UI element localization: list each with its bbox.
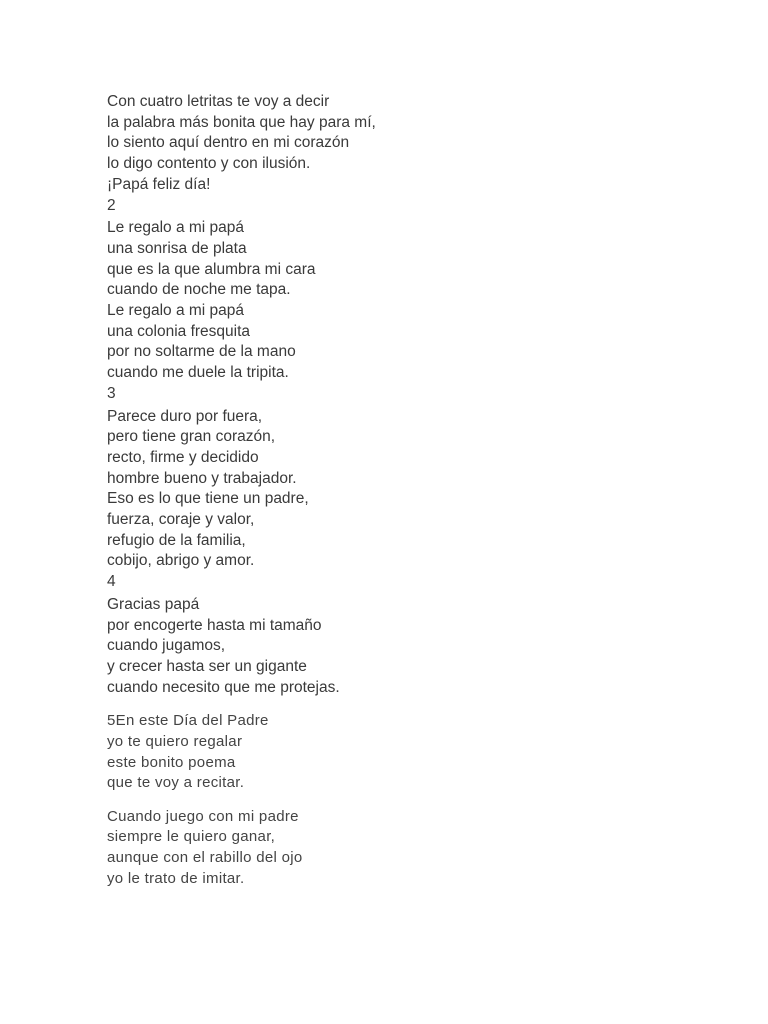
poem-line: y crecer hasta ser un gigante: [107, 657, 307, 675]
poem-line: Con cuatro letritas te voy a decir: [107, 93, 330, 110]
poem-number: 3: [107, 384, 116, 402]
poem-line: una colonia fresquita: [107, 322, 251, 340]
poem-line: fuerza, coraje y valor,: [107, 511, 255, 529]
poem-1: [107, 92, 727, 196]
poem-3: [107, 384, 727, 572]
poem-line: lo siento aquí dentro en mi corazón: [107, 134, 350, 152]
poem-line: Le regalo a mi papá: [107, 219, 245, 237]
poem-line: Le regalo a mi papá: [107, 302, 245, 320]
document-page: [107, 92, 727, 889]
poem-line: yo le trato de imitar.: [107, 869, 245, 887]
poem-number: 2: [107, 196, 116, 214]
poem-line: cuando jugamos,: [107, 637, 226, 655]
poem-line: cuando necesito que me protejas.: [107, 678, 340, 696]
poem-line: que te voy a recitar.: [107, 774, 245, 792]
poem-number: 4: [107, 573, 116, 591]
poem-line: lo digo contento y con ilusión.: [107, 155, 311, 173]
poem-5: [107, 711, 727, 793]
poem-line: por no soltarme de la mano: [107, 343, 296, 361]
poem-line: cuando de noche me tapa.: [107, 281, 291, 299]
poem-line: cobijo, abrigo y amor.: [107, 552, 255, 570]
poem-line: 5En este Día del Padre: [107, 712, 269, 730]
poem-line: Gracias papá: [107, 595, 200, 613]
poem-line: por encogerte hasta mi tamaño: [107, 616, 322, 634]
poem-line: Eso es lo que tiene un padre,: [107, 490, 309, 508]
poem-line: cuando me duele la tripita.: [107, 364, 289, 382]
poem-line: siempre le quiero ganar,: [107, 828, 276, 846]
poem-line: aunque con el rabillo del ojo: [107, 848, 303, 866]
poem-line: Cuando juego con mi padre: [107, 807, 299, 825]
poem-line: refugio de la familia,: [107, 531, 246, 549]
poem-line: Parece duro por fuera,: [107, 407, 263, 425]
poem-line: recto, firme y decidido: [107, 448, 259, 466]
poem-line: pero tiene gran corazón,: [107, 428, 276, 446]
poem-6: [107, 807, 727, 889]
poem-2: [107, 196, 727, 384]
poem-line: hombre bueno y trabajador.: [107, 469, 297, 487]
poem-line: la palabra más bonita que hay para mí,: [107, 113, 376, 131]
poem-line: este bonito poema: [107, 753, 236, 771]
poem-4: [107, 572, 727, 698]
poem-line: yo te quiero regalar: [107, 732, 243, 750]
poem-line: ¡Papá feliz día!: [107, 175, 211, 193]
poem-line: que es la que alumbra mi cara: [107, 260, 316, 278]
poem-line: una sonrisa de plata: [107, 239, 247, 257]
